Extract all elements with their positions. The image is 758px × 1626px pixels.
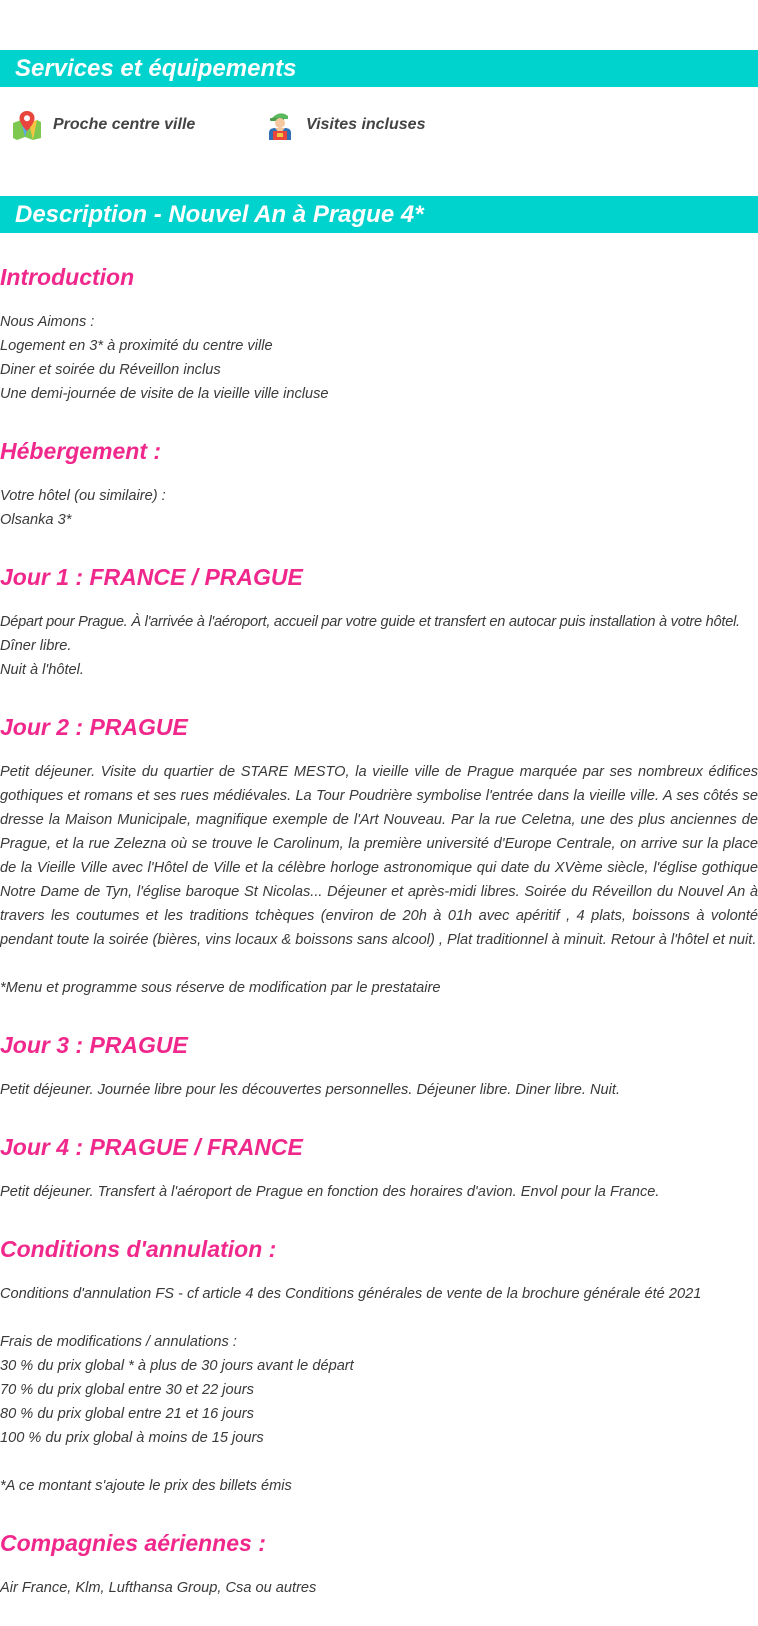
description-content <box>0 258 758 1626</box>
text-line: Logement en 3* à proximité du centre ville <box>0 338 273 354</box>
section-body <box>0 1180 758 1204</box>
section-jour-3 <box>0 1026 758 1102</box>
description-banner: Description - Nouvel An à Prague 4* <box>0 196 758 233</box>
section-jour-4 <box>0 1128 758 1204</box>
text-line: Nuit à l'hôtel. <box>0 662 84 678</box>
section-title: Jour 3 : PRAGUE <box>0 1032 188 1058</box>
section-body <box>0 1078 758 1102</box>
amenity-proche-centre-ville <box>11 108 195 142</box>
text-line: Air France, Klm, Lufthansa Group, Csa ou autres <box>0 1580 317 1596</box>
text-line: Dîner libre. <box>0 638 72 654</box>
section-title: Jour 2 : PRAGUE <box>0 714 188 740</box>
blank-line <box>0 1450 758 1474</box>
services-banner: Services et équipements <box>0 50 758 87</box>
section-body <box>0 310 758 406</box>
text-line: Votre hôtel (ou similaire) : <box>0 488 166 504</box>
section-title: Compagnies aériennes : <box>0 1530 266 1556</box>
text-line: Frais de modifications / annulations : <box>0 1334 237 1350</box>
text-line: Conditions d'annulation FS - cf article 4 des Conditions générales de vente de la brochure générale été 2021 <box>0 1286 702 1302</box>
text-line: Petit déjeuner. Transfert à l'aéroport de Prague en fonction des horaires d'avion. Envol pour la France. <box>0 1184 660 1200</box>
blank-line <box>0 1306 758 1330</box>
section-body <box>0 1576 758 1600</box>
section-conditions-annulation <box>0 1230 758 1498</box>
amenity-visites-incluses <box>264 108 425 142</box>
section-hebergement <box>0 432 758 532</box>
section-title: Conditions d'annulation : <box>0 1236 277 1262</box>
section-introduction <box>0 258 758 406</box>
guide-person-icon <box>264 109 296 141</box>
text-paragraph: Petit déjeuner. Visite du quartier de STARE MESTO, la vieille ville de Prague marquée par ses nombreux édifices gothiques et romans et ses rues médiévales. La Tour Poudrière symbolise l'entrée dans la vieille ville. A ses côtés se dresse la Maison Municipale, magnifique exemple de l'Art Nouveau. Par la rue Celetna, une des plus anciennes de Prague, et la rue Zelezna où se trouve le Carolinum, la première université d'Europe Centrale, on arrive sur la place de la Vieille Ville avec l'Hôtel de Ville et la célèbre horloge astronomique qui date du XVème siècle, l'église gothique Notre Dame de Tyn, l'église baroque St Nicolas... Déjeuner et après-midi libres. Soirée du Réveillon du Nouvel An à travers les coutumes et les traditions tchèques (environ de 20h à 01h avec apéritif , 4 plats, boissons à volonté pendant toute la soirée (bières, vins locaux & boissons sans alcool) , Plat traditionnel à minuit. Retour à l'hôtel et nuit. <box>0 764 758 948</box>
section-compagnies-aeriennes <box>0 1524 758 1600</box>
text-line: Petit déjeuner. Journée libre pour les découvertes personnelles. Déjeuner libre. Diner libre. Nuit. <box>0 1082 621 1098</box>
map-pin-icon <box>11 109 43 141</box>
section-jour-1 <box>0 558 758 682</box>
text-line: *A ce montant s'ajoute le prix des billets émis <box>0 1478 292 1494</box>
section-title: Jour 1 : FRANCE / PRAGUE <box>0 564 303 590</box>
text-line: Une demi-journée de visite de la vieille ville incluse <box>0 386 329 402</box>
section-body <box>0 610 758 682</box>
section-title: Jour 4 : PRAGUE / FRANCE <box>0 1134 303 1160</box>
text-note: *Menu et programme sous réserve de modification par le prestataire <box>0 980 441 996</box>
text-line: Olsanka 3* <box>0 512 72 528</box>
text-line: 30 % du prix global * à plus de 30 jours avant le départ <box>0 1358 354 1374</box>
section-title: Introduction <box>0 264 135 290</box>
section-body <box>0 1282 758 1498</box>
amenity-label: Visites incluses <box>306 116 426 133</box>
text-line: Départ pour Prague. À l'arrivée à l'aéroport, accueil par votre guide et transfert en autocar puis installation à votre hôtel. <box>0 614 740 630</box>
section-body <box>0 484 758 532</box>
text-line: 70 % du prix global entre 30 et 22 jours <box>0 1382 254 1398</box>
section-jour-2 <box>0 708 758 1000</box>
amenity-label: Proche centre ville <box>53 116 196 133</box>
text-line: 100 % du prix global à moins de 15 jours <box>0 1430 264 1446</box>
section-body <box>0 760 758 1000</box>
section-title: Hébergement : <box>0 438 162 464</box>
text-line: Nous Aimons : <box>0 314 95 330</box>
text-line: Diner et soirée du Réveillon inclus <box>0 362 221 378</box>
text-line: 80 % du prix global entre 21 et 16 jours <box>0 1406 254 1422</box>
